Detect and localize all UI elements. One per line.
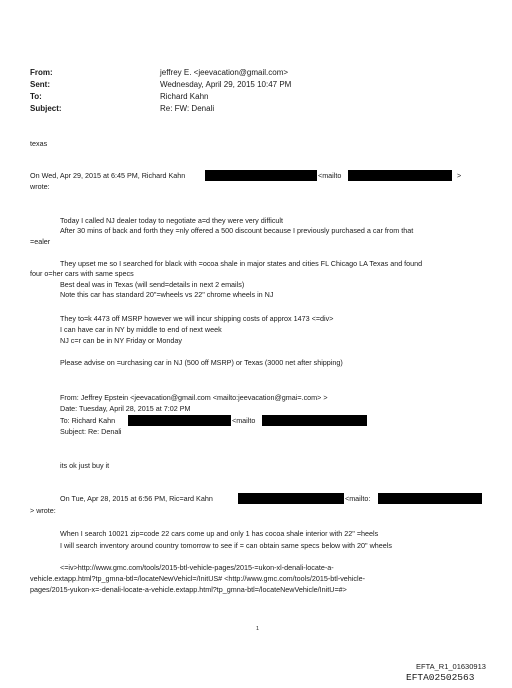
fwd-to: To: Richard Kahn [60,416,116,425]
p2-line2: four o=her cars with same specs [30,269,134,278]
p3-line2: I can have car in NY by middle to end of next week [60,325,222,334]
p6-line3: pages/2015-yukon-x=-denali-locate-a-vehicle.extapp.html?tp_gmna-btl=/locateNewVehicle/InitU=#> [30,585,347,594]
quote2-line2: > wrote: [30,506,56,515]
fwd-reply: its ok just buy it [60,461,110,470]
reply-text: texas [30,139,48,148]
to-value: Richard Kahn [160,92,209,101]
subject-value: Re: FW: Denali [160,104,215,113]
quote1-line1: On Wed, Apr 29, 2015 at 6:45 PM, Richard Kahn [30,171,186,180]
p5-line1: When I search 10021 zip=code 22 cars come up and only 1 has cocoa shale interior with 22" =heels [60,529,379,538]
quote2-mailto: <mailto: [345,494,371,503]
page-number: 1 [256,626,260,632]
p6-line1: <=iv>http://www.gmc.com/tools/2015-btl-vehicle-pages/2015-=ukon-xl-denali-locate-a- [60,563,334,572]
p2-line3: Best deal was in Texas (will send=details in next 2 emails) [60,280,245,289]
p3-line1: They to=k 4473 off MSRP however we will incur shipping costs of approx 1473 <=div> [60,314,334,323]
sent-value: Wednesday, April 29, 2015 10:47 PM [160,80,292,89]
subject-label: Subject: [30,104,62,113]
efta-stamp-primary: EFTA_R1_01630913 [416,662,486,671]
redaction-box [238,493,344,504]
quote1-mailto: <mailto [318,171,342,180]
p1-line3: =ealer [30,237,51,246]
p6-line2: vehicle.extapp.html?tp_gmna-btl=/locateNewVehicl=/InitUS# <http://www.gmc.com/tools/2015-btl-vehicle- [30,574,365,583]
p1-line1: Today I called NJ dealer today to negotiate a=d they were very difficult [60,216,284,225]
p3-line3: NJ c=r can be in NY Friday or Monday [60,336,182,345]
efta-stamp-secondary: EFTA02502563 [406,672,475,683]
fwd-from: From: Jeffrey Epstein <jeevacation@gmail.com <mailto:jeevacation@gmai=.com> > [60,393,328,402]
redaction-box [205,170,317,181]
to-label: To: [30,92,42,101]
quote1-line2: wrote: [30,182,50,191]
redaction-box [378,493,482,504]
p5-line2: I will search inventory around country tomorrow to see if = can obtain same specs below with 20" wheels [60,541,392,550]
quote1-gt: > [457,171,462,180]
p4-line1: Please advise on =urchasing car in NJ (500 off MSRP) or Texas (3000 net after shipping) [60,358,343,367]
fwd-mailto: <mailto [232,416,256,425]
sent-label: Sent: [30,80,50,89]
fwd-subject: Subject: Re: Denali [60,427,122,436]
redaction-box [348,170,452,181]
p1-line2: After 30 mins of back and forth they =nly offered a 500 discount because I previously purchased a car from that [60,226,414,235]
redaction-box [128,415,231,426]
redaction-box [262,415,367,426]
p2-line1: They upset me so I searched for black with =ocoa shale in major states and cities FL Chicago LA Texas and found [60,259,423,268]
p2-line4: Note this car has standard 20"=wheels vs 22" chrome wheels in NJ [60,290,274,299]
from-label: From: [30,68,53,77]
from-value: jeffrey E. <jeevacation@gmail.com> [160,68,289,77]
fwd-date: Date: Tuesday, April 28, 2015 at 7:02 PM [60,404,191,413]
quote2-line1: On Tue, Apr 28, 2015 at 6:56 PM, Ric=ard Kahn [60,494,213,503]
